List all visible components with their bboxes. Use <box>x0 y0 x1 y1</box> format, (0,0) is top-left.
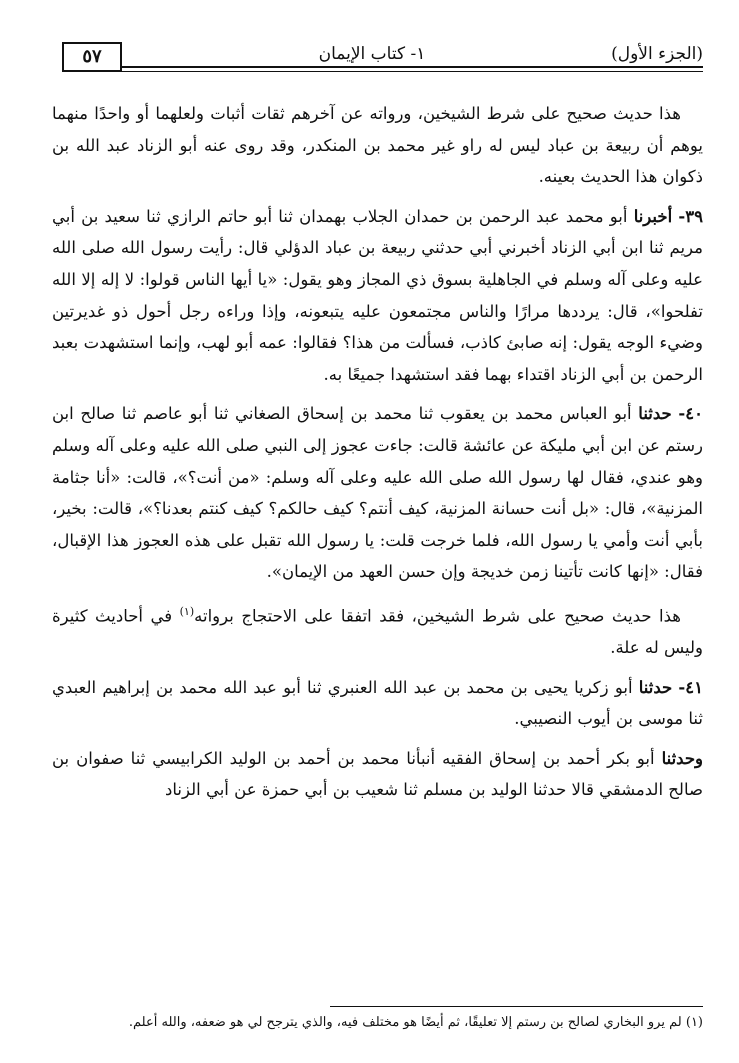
hadith-41-chain-2 <box>52 743 703 806</box>
footnote-marker: (١) <box>685 1015 703 1030</box>
hadith-40 <box>52 398 703 588</box>
hadith-lead-word: أخبرنا <box>633 206 673 226</box>
chapter-title: ١- كتاب الإيمان <box>318 44 426 64</box>
header-rule-thick <box>120 66 703 68</box>
hadith-lead-word: وحدثنا <box>661 748 704 768</box>
hadith-number: ٣٩- <box>678 206 703 226</box>
hadith-number: ٤١- <box>678 677 703 697</box>
paragraph-commentary-2 <box>52 596 703 664</box>
paragraph-text: هذا حديث صحيح على شرط الشيخين، ورواته عن آخرهم ثقات أثبات ولعلهما أو واحدًا منهما يوهم أن ربيعة بن عباد ليس له راو غير محمد بن المنكدر، وقد روى عنه أبو الزناد عبد الله بن ذكوان هذا الحديث بعينه. <box>52 104 703 187</box>
paragraph-text: في أحاديث كثيرة وليس له علة. <box>52 606 703 657</box>
hadith-41 <box>52 672 703 735</box>
header-rule-thin <box>120 71 703 72</box>
hadith-text: أبو بكر أحمد بن إسحاق الفقيه أنبأنا محمد بن أحمد بن الوليد الكرابيسي ثنا صفوان بن صالح الدمشقي قالا حدثنا الوليد بن مسلم ثنا شعيب بن أبي حمزة عن أبي الزناد <box>52 748 703 800</box>
footnote-separator <box>330 1006 703 1007</box>
page-number: ٥٧ <box>62 42 122 72</box>
hadith-text: أبو محمد عبد الرحمن بن حمدان الجلاب بهمدان ثنا أبو حاتم الرازي ثنا سعيد بن أبي مريم ثنا ابن أبي الزناد أخبرني أبي حدثني ربيعة بن عباد الدؤلي قال: رأيت رسول الله صلى الله عليه وعلى آله وسلم في الجاهلية بسوق ذي المجاز وهو يقول: «يا أيها الناس قولوا: لا إله إلا الله تفلحوا»، قال: يرددها مرارًا والناس مجتمعون عليه يتبعونه، وإذا وراءه رجل أحول ذو غديرتين وضيء الوجه يقول: إنه صابئ كاذب، فسألت من هذا؟ فقالوا: عمه أبو لهب، وإنما استشهدت بعبد الرحمن بن أبي الزناد اقتداء بهما فقد استشهدا جميعًا به. <box>52 206 703 384</box>
hadith-text: أبو زكريا يحيى بن محمد بن عبد الله العنبري ثنا أبو عبد الله محمد بن إبراهيم العبدي ثنا موسى بن أيوب النصيبي. <box>52 677 703 729</box>
running-header <box>62 42 703 72</box>
footnote-ref[interactable]: (١) <box>179 604 195 618</box>
paragraph-text: هذا حديث صحيح على شرط الشيخين، فقد اتفقا على الاحتجاج برواته <box>194 606 682 626</box>
hadith-lead-word: حدثنا <box>638 404 672 424</box>
footnote <box>52 1012 703 1034</box>
main-text <box>52 98 703 814</box>
hadith-39 <box>52 201 703 391</box>
hadith-number: ٤٠- <box>678 404 704 424</box>
book-part-title: (الجزء الأول) <box>611 44 703 64</box>
paragraph-commentary-1 <box>52 98 703 193</box>
hadith-lead-word: حدثنا <box>638 677 673 697</box>
hadith-text: أبو العباس محمد بن يعقوب ثنا محمد بن إسحاق الصغاني ثنا أبو عاصم ثنا صالح ابن رستم عن ابن أبي مليكة عن عائشة قالت: جاءت عجوز إلى النبي صلى الله عليه وعلى آله وسلم وهو عندي، فقال لها رسول الله صلى الله عليه وعلى آله وسلم: «من أنت؟»، قالت: «أنا جثامة المزنية»، قال: «بل أنت حسانة المزنية، كيف أنتم؟ كيف حالكم؟ كيف كنتم بعدنا؟»، قالت: بخير، بأبي أنت وأمي يا رسول الله، فلما خرجت قلت: يا رسول الله تقبل على هذه العجوز هذا الإقبال، فقال: «إنها كانت تأتينا زمن خديجة وإن حسن العهد من الإيمان». <box>52 404 703 582</box>
footnote-text: لم يرو البخاري لصالح بن رستم إلا تعليقًا، ثم أيضًا هو مختلف فيه، والذي يترجح لي هو ضعفه، والله أعلم. <box>128 1015 682 1030</box>
